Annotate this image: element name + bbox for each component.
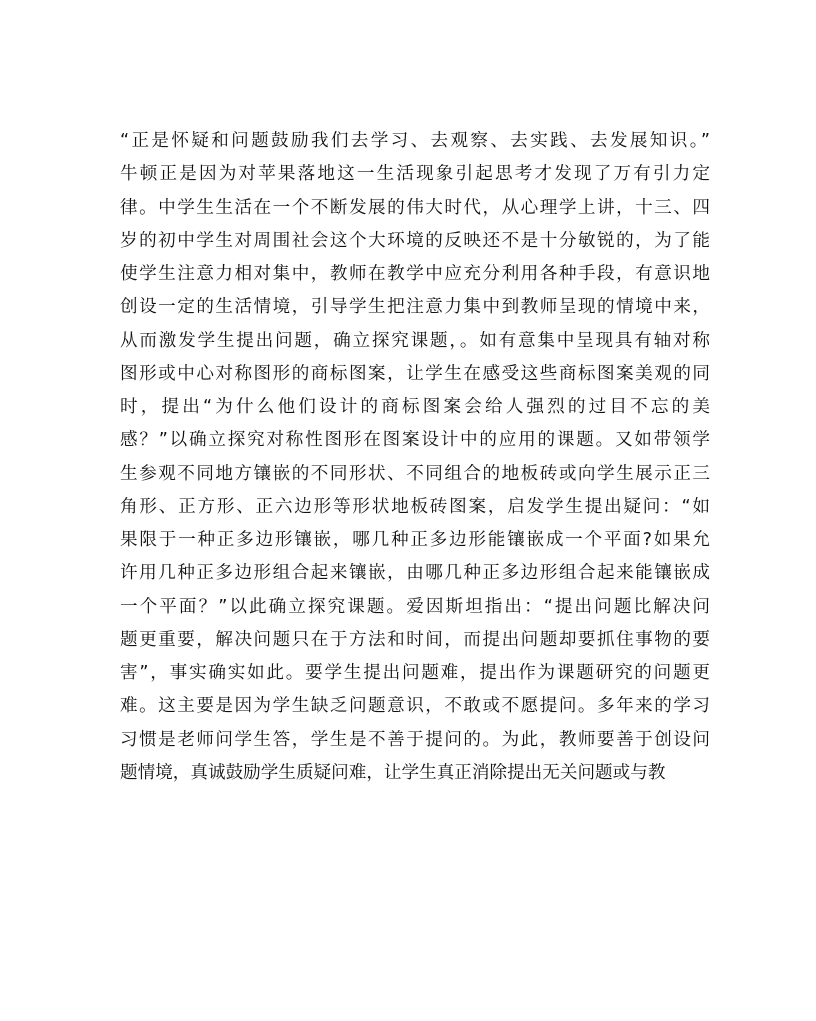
text-line-7: 从而激发学生提出问题，确立探究课题，。如有意集中呈现具有轴对称 bbox=[120, 330, 710, 351]
text-line-15: 一个平面？”以此确立探究课题。爱因斯坦指出：“提出问题比解决问 bbox=[120, 596, 710, 617]
text-line-20: 题情境，真诚鼓励学生质疑问难，让学生真正消除提出无关问题或与教 bbox=[120, 762, 666, 783]
text-line-11: 生参观不同地方镶嵌的不同形状、不同组合的地板砖或向学生展示正三 bbox=[120, 463, 710, 484]
text-line-14: 许用几种正多边形组合起来镶嵌，由哪几种正多边形组合起来能镶嵌成 bbox=[120, 563, 710, 584]
text-line-18: 难。这主要是因为学生缺乏问题意识，不敢或不愿提问。多年来的学习 bbox=[120, 696, 710, 717]
text-line-1: “正是怀疑和问题鼓励我们去学习、去观察、去实践、去发展知识。” bbox=[120, 131, 710, 151]
text-line-5: 使学生注意力相对集中，教师在教学中应充分利用各种手段，有意识地 bbox=[120, 264, 710, 284]
body-text bbox=[120, 125, 710, 790]
text-line-9: 时，提出“为什么他们设计的商标图案会给人强烈的过目不忘的美 bbox=[120, 397, 710, 417]
text-line-8: 图形或中心对称图形的商标图案，让学生在感受这些商标图案美观的同 bbox=[120, 363, 710, 384]
text-line-3: 律。中学生生活在一个不断发展的伟大时代，从心理学上讲，十三、四 bbox=[120, 197, 710, 218]
text-line-17: 害”，事实确实如此。要学生提出问题难，提出作为课题研究的问题更 bbox=[120, 663, 710, 683]
text-line-13: 果限于一种正多边形镶嵌，哪几种正多边形能镶嵌成一个平面?如果允 bbox=[120, 530, 710, 550]
text-line-6: 创设一定的生活情境，引导学生把注意力集中到教师呈现的情境中来， bbox=[120, 297, 710, 318]
text-line-16: 题更重要，解决问题只在于方法和时间，而提出问题却要抓住事物的要 bbox=[120, 629, 710, 650]
text-line-12: 角形、正方形、正六边形等形状地板砖图案，启发学生提出疑问：“如 bbox=[120, 496, 710, 517]
text-line-10: 感？”以确立探究对称性图形在图案设计中的应用的课题。又如带领学 bbox=[120, 430, 710, 451]
text-line-4: 岁的初中学生对周围社会这个大环境的反映还不是十分敏锐的，为了能 bbox=[120, 230, 710, 251]
text-line-2: 牛顿正是因为对苹果落地这一生活现象引起思考才发现了万有引力定 bbox=[120, 164, 710, 185]
text-line-19: 习惯是老师问学生答，学生是不善于提问的。为此，教师要善于创设问 bbox=[120, 729, 710, 750]
